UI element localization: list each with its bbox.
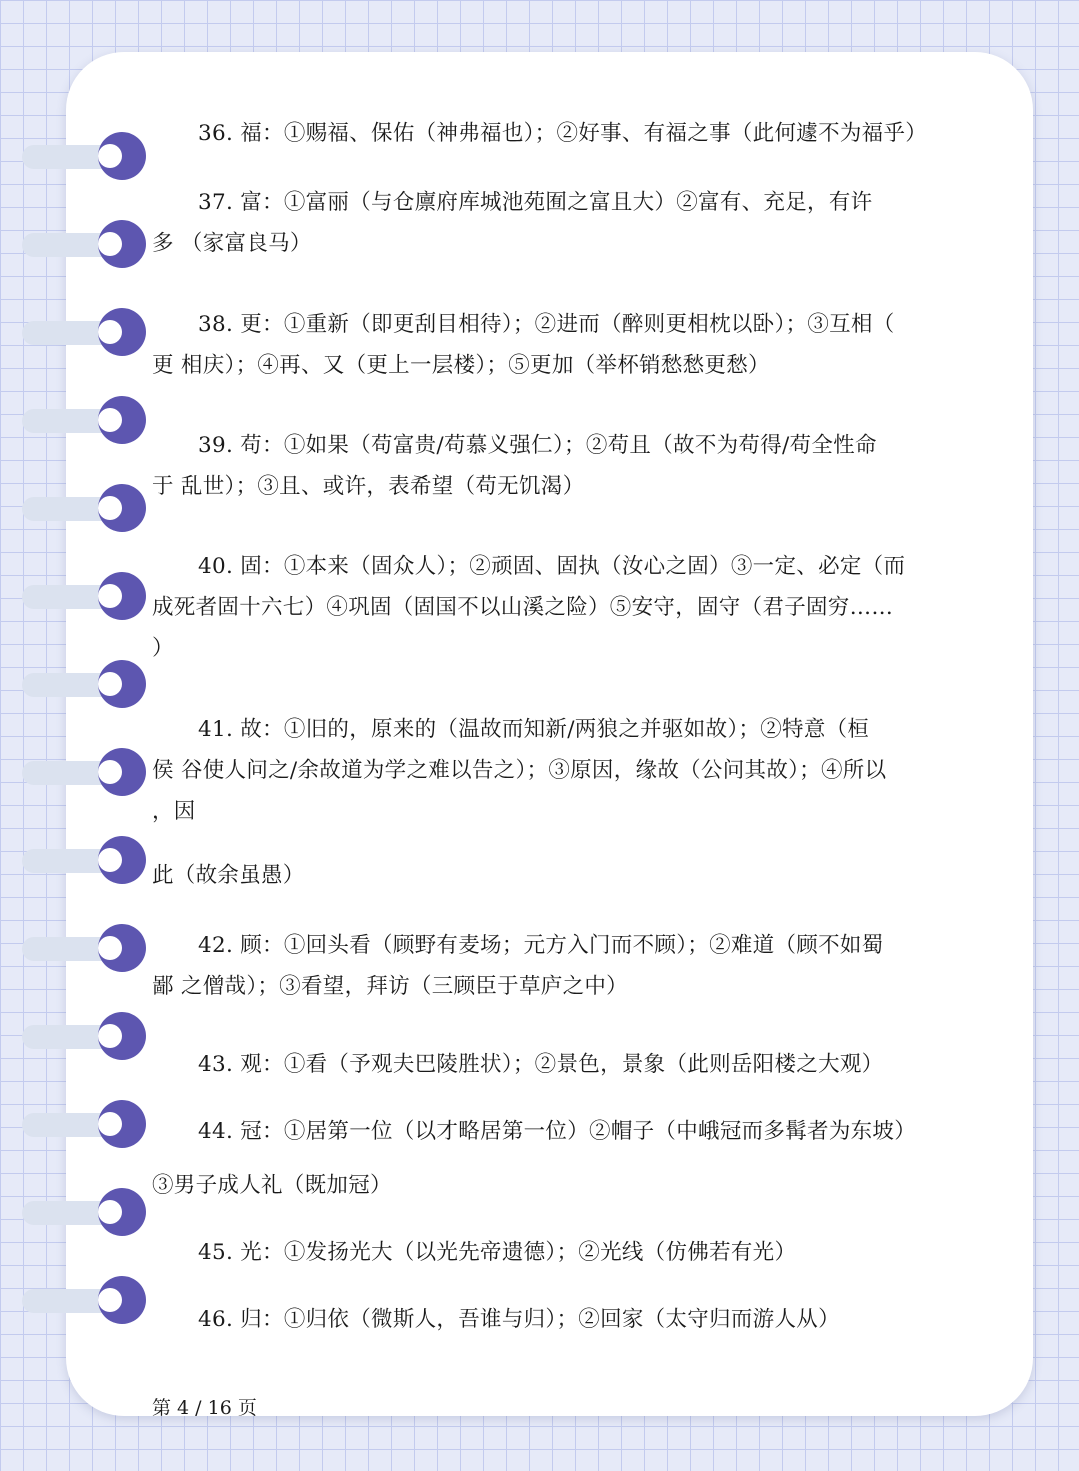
binder-ring [0,924,150,972]
entry-38-line-1: 38. 更：①重新（即更刮目相待）；②进而（醉则更相枕以卧）；③互相（ [198,312,895,337]
binder-ring [0,1012,150,1060]
entry-40-line-2: 成死者固十六七）④巩固（固国不以山溪之险）⑤安守，固守（君子固穷…… [152,595,894,620]
entry-46-line-1: 46. 归：①归依（微斯人，吾谁与归）；②回家（太守归而游人从） [198,1307,840,1332]
entry-40-line-1: 40. 固：①本来（固众人）；②顽固、固执（汝心之固）③一定、必定（而 [198,554,906,579]
binder-ring [0,132,150,180]
binder-ring [0,1276,150,1324]
entry-44-line-1: 44. 冠：①居第一位（以才略居第一位）②帽子（中峨冠而多髯者为东坡） [198,1119,917,1144]
entry-37-line-1: 37. 富：①富丽（与仓廪府库城池苑囿之富且大）②富有、充足，有许 [198,190,873,215]
binder-ring [0,660,150,708]
binder-ring [0,1100,150,1148]
entry-45-line-1: 45. 光：①发扬光大（以光先帝遗德）；②光线（仿佛若有光） [198,1240,797,1265]
entry-40-line-3: ） [152,636,174,661]
entry-41-line-3: ，因 [152,799,196,824]
binder-ring [0,396,150,444]
entry-41-line-1: 41. 故：①旧的，原来的（温故而知新/两狼之并驱如故）；②特意（桓 [198,717,870,742]
binder-ring [0,220,150,268]
entry-42-line-1: 42. 顾：①回头看（顾野有麦场；元方入门而不顾）；②难道（顾不如蜀 [198,933,884,958]
binder-ring [0,308,150,356]
entry-42-line-2: 鄙 之僧哉）；③看望，拜访（三顾臣于草庐之中） [152,974,628,999]
entry-36-line-1: 36. 福：①赐福、保佑（神弗福也）；②好事、有福之事（此何遽不为福乎） [198,121,928,146]
binder-ring [0,484,150,532]
binder-ring [0,748,150,796]
binder-ring [0,836,150,884]
entry-44-line-2: ③男子成人礼（既加冠） [152,1173,392,1198]
entry-39-line-2: 于 乱世）；③且、或许，表希望（苟无饥渴） [152,474,585,499]
entry-43-line-1: 43. 观：①看（予观夫巴陵胜状）；②景色，景象（此则岳阳楼之大观） [198,1052,884,1077]
entry-38-line-2: 更 相庆）；④再、又（更上一层楼）；⑤更加（举杯销愁愁更愁） [152,353,770,378]
page-number: 第 4 / 16 页 [152,1397,257,1419]
binder-ring [0,572,150,620]
entry-41-line-4: 此（故余虽愚） [152,863,305,888]
binder-ring [0,1188,150,1236]
entry-37-line-2: 多 （家富良马） [152,231,312,256]
entry-39-line-1: 39. 苟：①如果（苟富贵/苟慕义强仁）；②苟且（故不为苟得/苟全性命 [198,433,877,458]
entry-41-line-2: 侯 谷使人问之/余故道为学之难以告之）；③原因，缘故（公问其故）；④所以 [152,758,887,783]
